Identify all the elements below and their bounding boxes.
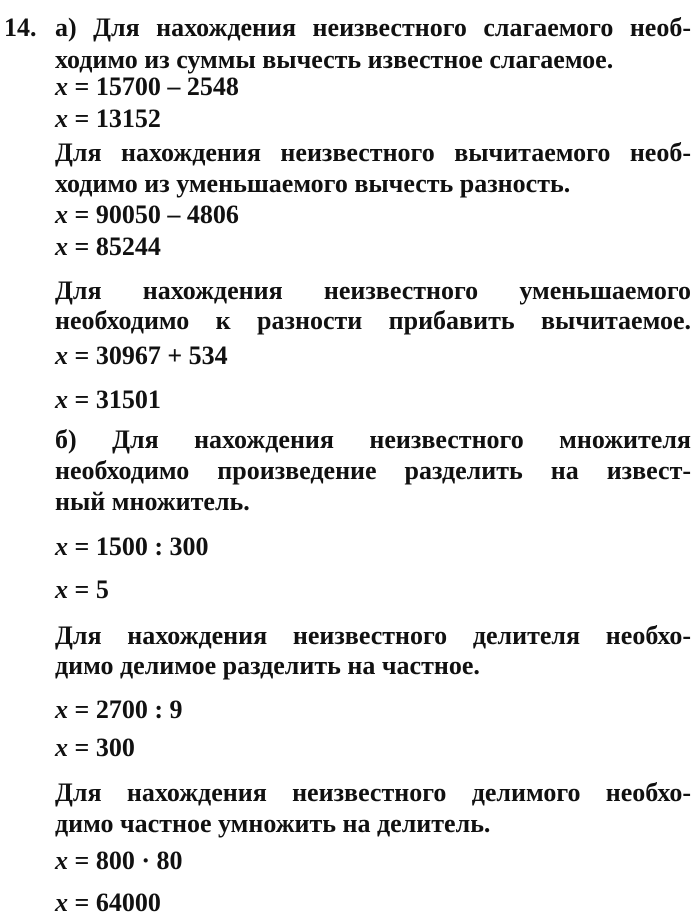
equation-line	[55, 532, 208, 562]
variable: x	[55, 733, 68, 762]
equation-expression: = 1500 : 300	[68, 532, 209, 561]
equation-expression: = 15700 – 2548	[68, 72, 239, 101]
text-line: необходимо к разности прибавить вычитаемое.	[55, 306, 691, 335]
equation-line	[55, 341, 228, 371]
equation-line	[55, 575, 109, 605]
equation-line	[55, 200, 239, 230]
text-line: Для нахождения неизвестного делимого необхо-	[55, 778, 691, 807]
variable: x	[55, 846, 68, 875]
equation-line	[55, 72, 239, 102]
text-line: Для нахождения неизвестного вычитаемого необ-	[55, 138, 691, 167]
variable: x	[55, 385, 68, 414]
variable: x	[55, 104, 68, 133]
equation-expression: = 13152	[68, 104, 161, 133]
text-line: Для нахождения неизвестного делителя необхо-	[55, 621, 691, 650]
equation-expression: = 5	[68, 575, 109, 604]
text-line: димо делимое разделить на частное.	[55, 651, 480, 680]
text-line: димо частное умножить на делитель.	[55, 809, 491, 838]
variable: x	[55, 232, 68, 261]
variable: x	[55, 532, 68, 561]
variable: x	[55, 72, 68, 101]
equation-line	[55, 104, 161, 134]
text-line: Для нахождения неизвестного уменьшаемого	[55, 276, 691, 305]
variable: x	[55, 695, 68, 724]
equation-line	[55, 846, 183, 876]
text-line: необходимо произведение разделить на извест-	[55, 456, 691, 485]
text-line: ходимо из уменьшаемого вычесть разность.	[55, 169, 571, 198]
equation-line	[55, 888, 161, 918]
text-line: б) Для нахождения неизвестного множителя	[55, 425, 691, 454]
equation-line	[55, 232, 161, 262]
text-line: ходимо из суммы вычесть известное слагаемое.	[55, 45, 614, 74]
text-line: ный множитель.	[55, 487, 250, 516]
problem-number: 14.	[4, 13, 37, 42]
variable: x	[55, 575, 68, 604]
variable: x	[55, 888, 68, 917]
equation-expression: = 800 · 80	[68, 846, 183, 875]
equation-expression: = 31501	[68, 385, 161, 414]
equation-expression: = 90050 – 4806	[68, 200, 239, 229]
variable: x	[55, 341, 68, 370]
equation-expression: = 64000	[68, 888, 161, 917]
equation-expression: = 2700 : 9	[68, 695, 183, 724]
equation-expression: = 300	[68, 733, 135, 762]
text-line: а) Для нахождения неизвестного слагаемого необ-	[55, 13, 691, 42]
equation-expression: = 30967 + 534	[68, 341, 228, 370]
equation-line	[55, 695, 182, 725]
equation-line	[55, 385, 161, 415]
equation-expression: = 85244	[68, 232, 161, 261]
variable: x	[55, 200, 68, 229]
equation-line	[55, 733, 135, 763]
